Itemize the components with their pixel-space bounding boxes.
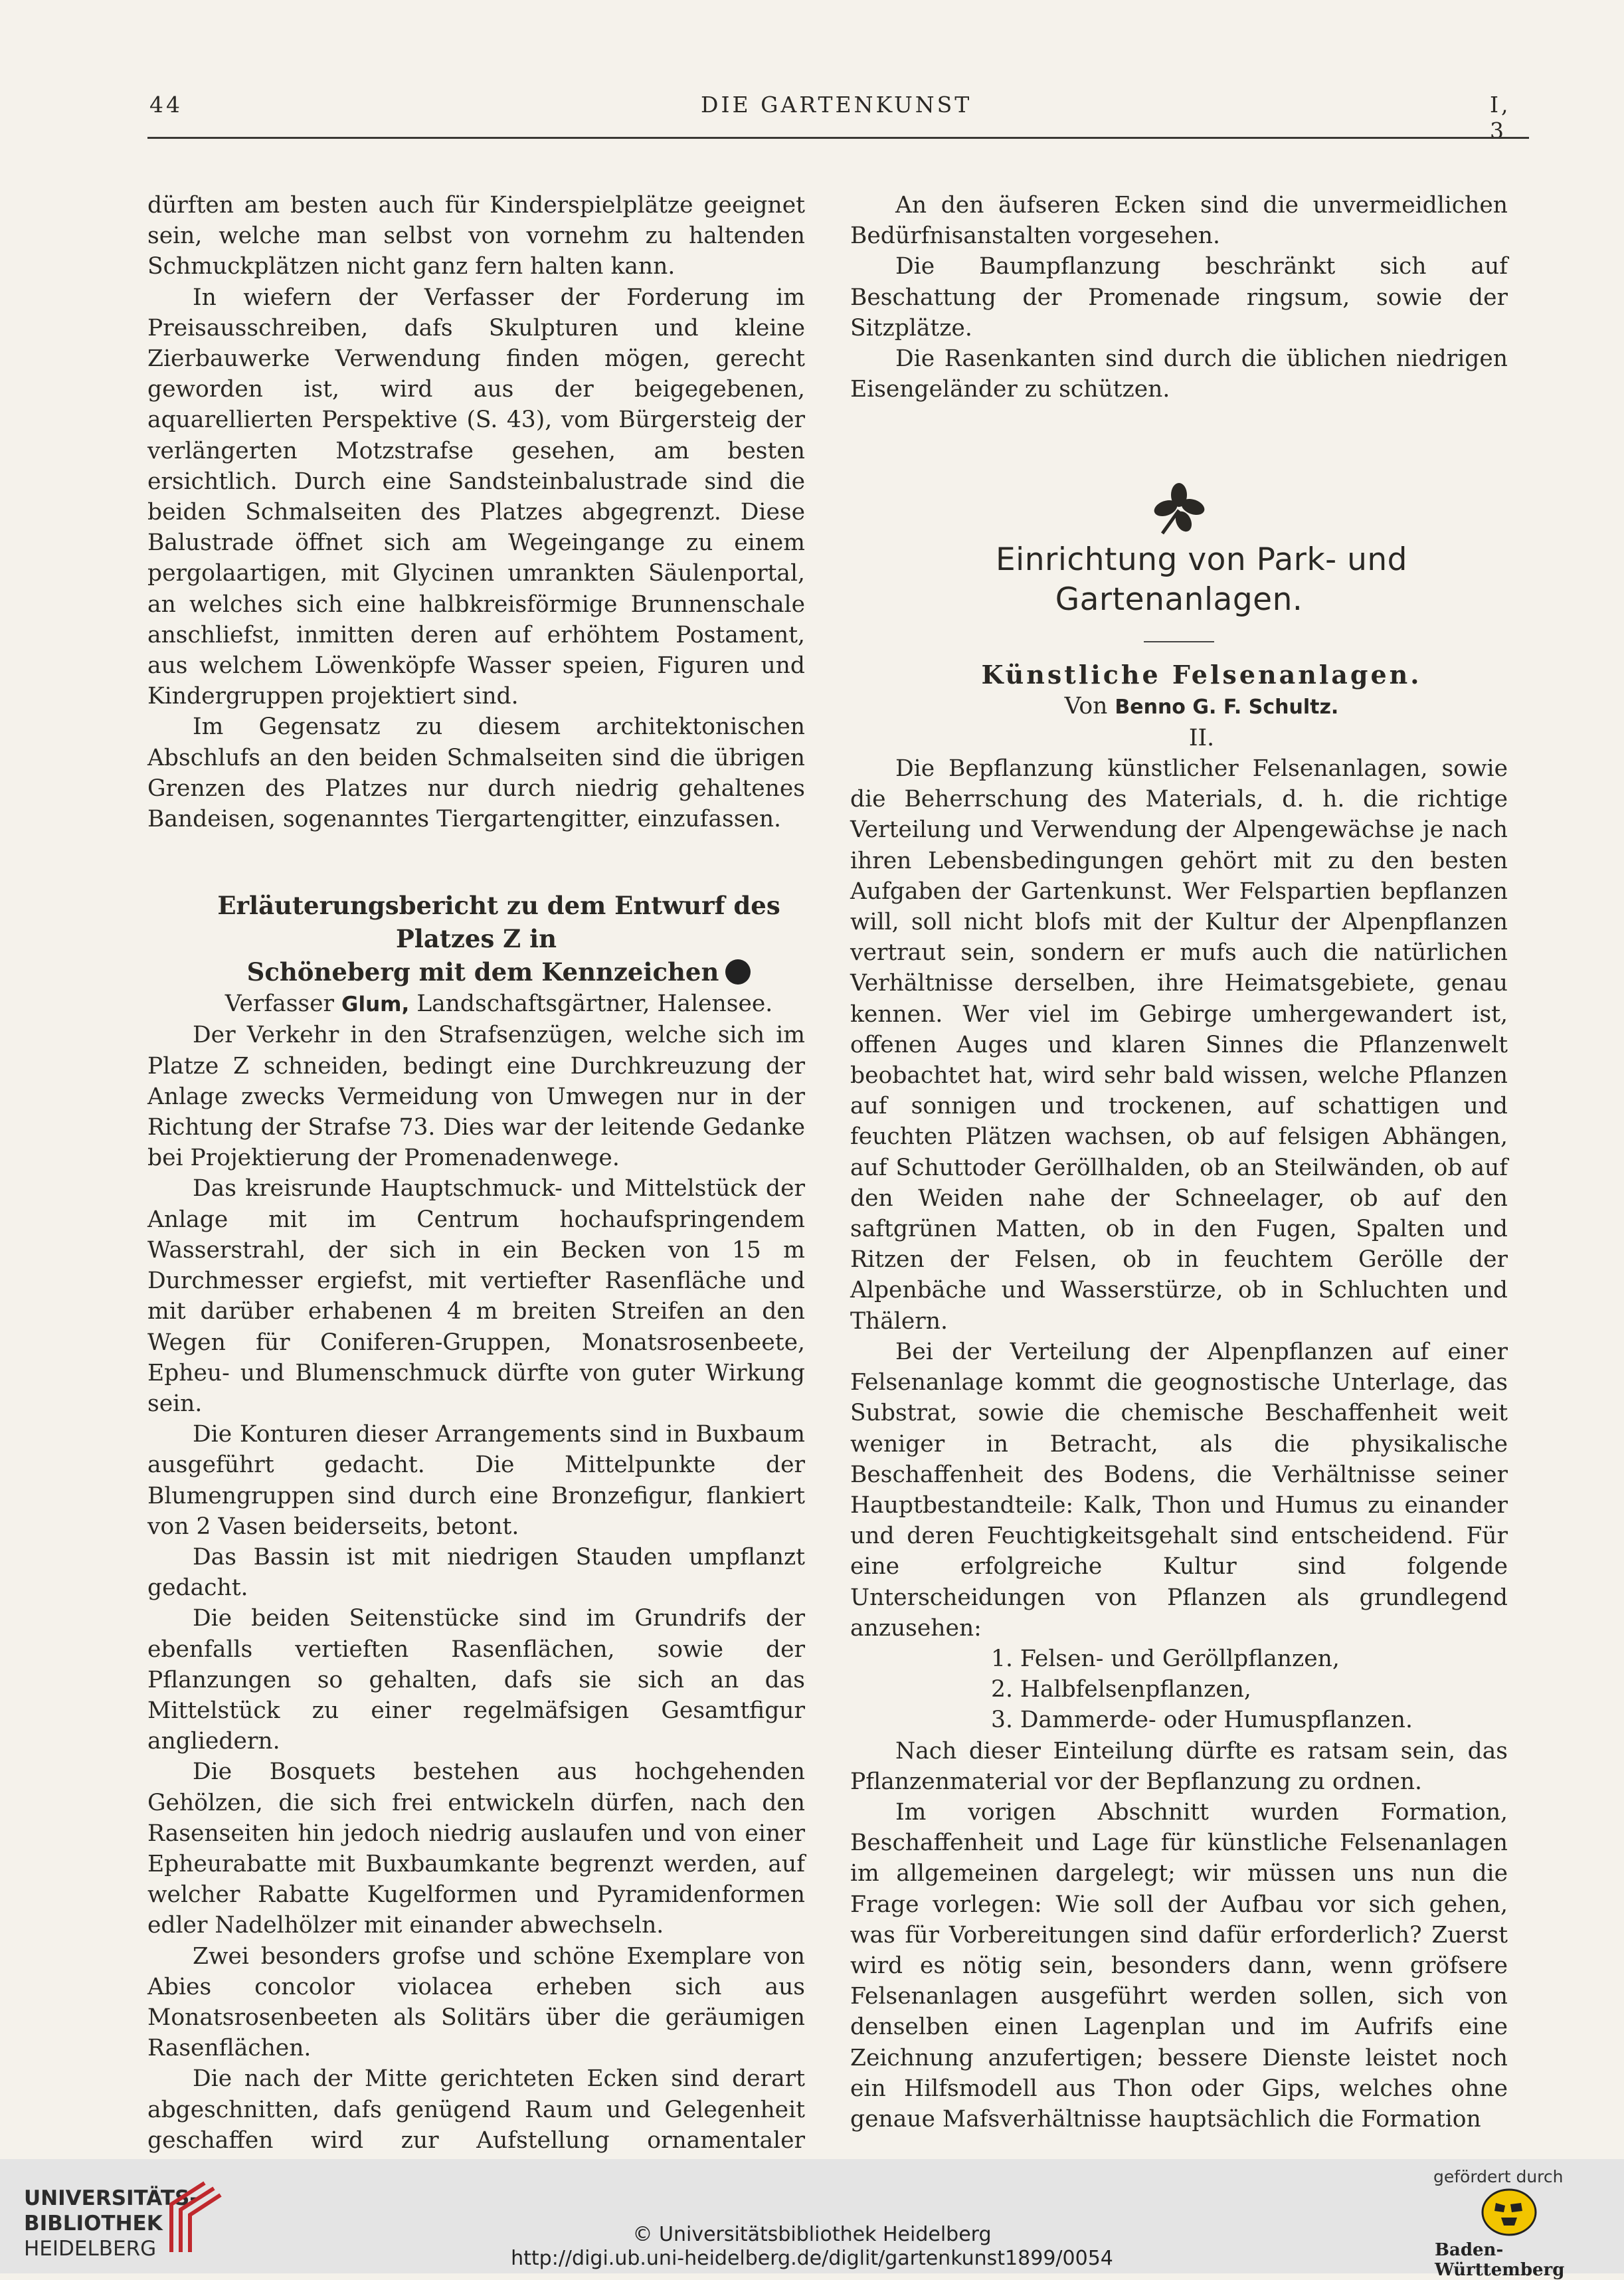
paragraph: Bei der Verteilung der Alpenpflanzen auf einer Felsenanlage kommt die geognostische Unterlage, das Substrat, sowie die chemische Beschaffenheit weit weniger in Betracht, als die physikalische Beschaffenheit des Bodens, die Verhältnisse seiner Hauptbestandteile: Kalk, Thon und Humus zu einander und deren Feuchtigkeitsgehalt sind entscheidend. Für eine erfolgreiche Kultur sind folgende Unterscheidungen von Pflanzen als grundlegend anzusehen: — [850, 1338, 1508, 1642]
funding-label: gefördert durch — [1433, 2167, 1564, 2186]
byline-suffix: Landschaftsgärtner, Halensee. — [416, 991, 773, 1018]
article-heading-line: Schöneberg mit dem Kennzeichen — [246, 957, 719, 987]
article-heading — [147, 889, 805, 989]
clover-ornament-icon — [1149, 480, 1209, 540]
logo-line: BIBLIOTHEK — [24, 2212, 163, 2235]
paragraph: Nach dieser Einteilung dürfte es ratsam sein, das Pflanzenmaterial vor der Bepflanzung zu ordnen. — [850, 1737, 1508, 1795]
filled-circle-icon — [725, 959, 751, 985]
logo-line: UNIVERSITÄTS- — [24, 2186, 199, 2210]
paragraph: Die Konturen dieser Arrangements sind in Buxbaum ausgeführt gedacht. Die Mittelpunkte der Blumengruppen sind durch eine Bronzefigur, flankiert von 2 Vasen beiderseits, betont. — [147, 1421, 805, 1540]
logo-line: HEIDELBERG — [24, 2237, 157, 2261]
byline-author: Glum, — [341, 993, 410, 1017]
paragraph: Das kreisrunde Hauptschmuck- und Mittelstück der Anlage mit im Centrum hochaufspringendem Wasserstrahl, der sich in ein Becken von 15 m Durchmesser ergiefst, mit vertiefter Rasenfläche und mit darüber erhabenen 4 m breiten Streifen an den Wegen für Coniferen-Gruppen, Monatsrosenbeete, Epheu- und Blumenschmuck dürfte von guter Wirkung sein. — [147, 1175, 805, 1417]
journal-title: DIE GARTENKUNST — [701, 92, 972, 118]
list-item: 1. Felsen- und Geröllpflanzen, — [991, 1645, 1340, 1672]
byline-prefix: Verfasser — [225, 991, 335, 1018]
author-line — [850, 691, 1508, 723]
running-header — [149, 92, 1528, 143]
paragraph: Die beiden Seitenstücke sind im Grundrifs der ebenfalls vertieften Rasenflächen, sowie der Pflanzungen so gehalten, dafs sie sich an das Mittelstück zu einer regelmäfsigen Gesamtfigur angliedern. — [147, 1605, 805, 1755]
paragraph: Zwei besonders grofse und schöne Exemplare von Abies concolor violacea erheben sich aus Monatsrosenbeeten als Solitärs über die geräumigen Rasenflächen. — [147, 1943, 805, 2062]
right-column — [850, 190, 1508, 2135]
paragraph: Die nach der Mitte gerichteten Ecken sind derart abgeschnitten, dafs genügend Raum und Gelegenheit geschaffen wird zur Aufstellung ornamentaler — [147, 2065, 805, 2154]
paragraph: Die Bosquets bestehen aus hochgehenden Gehölzen, die sich frei entwickeln dürfen, nach den Rasenseiten hin jedoch niedrig auslaufen und von einer Epheurabatte mit Buxbaumkante begrenzt werden, auf welcher Rabatte Kugelformen und Pyramidenformen edler Nadelhölzer mit einander abwechseln. — [147, 1758, 805, 1939]
paragraph: In wiefern der Verfasser der Forderung im Preisausschreiben, dafs Skulpturen und kleine Zierbauwerke Verwendung finden mögen, gerecht geworden ist, wird aus der beigegebenen, aquarellierten Perspektive (S. 43), vom Bürgersteig der verlängerten Motzstrafse gesehen, am besten ersichtlich. Durch eine Sandsteinbalustrade sind die beiden Schmalseiten des Platzes abgegrenzt. Diese Balustrade öffnet sich am Wegeingange zu einem pergolaartigen, mit Glycinen umrankten Säulenportal, an welches sich eine halbkreisförmige Brunnenschale anschliefst, inmitten deren auf erhöhtem Postament, aus welchem Löwenköpfe Wasser speien, Figuren und Kindergruppen projektiert sind. — [147, 284, 805, 710]
list-item: 3. Dammerde- oder Humuspflanzen. — [991, 1707, 1413, 1734]
article-title: Künstliche Felsenanlagen. — [981, 660, 1422, 690]
paragraph: Im vorigen Abschnitt wurden Formation, Beschaffenheit und Lage für künstliche Felsenanlagen im allgemeinen dargelegt; wir müssen uns nun die Frage vorlegen: Wie soll der Aufbau vor sich gehen, was für Vorbereitungen sind dafür erforderlich? Zuerst wird es nötig sein, besonders dann, wenn gröfsere Felsenanlagen ausgeführt werden sollen, sich von denselben einen Lagenplan und im Aufrifs eine Zeichnung anzufertigen; bessere Dienste leistet noch ein Hilfsmodell aus Thon oder Gips, welches ohne genaue Mafsverhältnisse hauptsächlich die Formation — [850, 1798, 1508, 2133]
coat-of-arms-icon — [1481, 2188, 1537, 2236]
paragraph: Der Verkehr in den Strafsenzügen, welche sich im Platze Z schneiden, bedingt eine Durchkreuzung der Anlage zwecks Vermeidung von Umwegen nur in der Richtung der Strafse 73. Dies war der leitende Gedanke bei Projektierung der Promenadenwege. — [147, 1022, 805, 1172]
paragraph: Die Rasenkanten sind durch die üblichen niedrigen Eisengeländer zu schützen. — [850, 345, 1508, 403]
section-title: Einrichtung von Park- und Gartenanlagen. — [995, 541, 1407, 618]
paragraph: Die Bepflanzung künstlicher Felsenanlagen, sowie die Beherrschung des Materials, d. h. die richtige Verteilung und Verwendung der Alpengewächse je nach ihren Lebensbedingungen gehört mit zu den besten Aufgaben der Gartenkunst. Wer Felspartien bepflanzen will, soll nicht blofs mit der Kultur der Alpenpflanzen vertraut sein, sondern er mufs auch die natürlichen Verhältnisse derselben, ihre Heimatsgebiete, genau kennen. Wer viel im Gebirge umhergewandert ist, offenen Auges und klaren Sinnes die Pflanzenwelt beobachtet hat, wird sehr bald wissen, welche Pflanzen auf sonnigen und trockenen, auf schattigen und feuchten Plätzen wachsen, ob auf felsigen Abhängen, auf Schuttoder Geröllhalden, ob an Steilwänden, ob auf den Weiden nahe der Schneelager, ob auf den saftgrünen Matten, ob in den Fugen, Spalten und Ritzen der Felsen, ob in feuchtem Gerölle der Alpenbäche und Wasserstürze, ob in Schluchten und Thälern. — [850, 755, 1508, 1335]
author-prefix: Von — [1064, 692, 1108, 719]
paragraph: Im Gegensatz zu diesem architektonischen Abschlufs an den beiden Schmalseiten sind die übrigen Grenzen des Platzes nur durch niedrig gehaltenes Bandeisen, sogenanntes Tiergartengitter, einzufassen. — [147, 713, 805, 833]
author-name: Benno G. F. Schultz. — [1115, 695, 1339, 719]
copyright-notice: © Universitätsbibliothek Heidelberg — [632, 2223, 992, 2246]
byline — [147, 989, 805, 1020]
list-item: 2. Halbfelsenpflanzen, — [991, 1676, 1251, 1703]
funder-name: Baden-Württemberg — [1435, 2240, 1565, 2280]
permalink[interactable]: http://digi.ub.uni-heidelberg.de/diglit/gartenkunst1899/0054 — [511, 2247, 1113, 2270]
header-rule — [147, 137, 1529, 139]
paragraph: An den äufseren Ecken sind die unvermeidlichen Bedürfnisanstalten vorgesehen. — [850, 192, 1508, 250]
left-column — [147, 190, 805, 2186]
title-rule — [1144, 641, 1214, 642]
article-heading-line: Erläuterungsbericht zu dem Entwurf des Platzes Z in — [217, 891, 780, 954]
paragraph: Die Baumpflanzung beschränkt sich auf Beschattung der Promenade ringsum, sowie der Sitzplätze. — [850, 253, 1508, 341]
paragraph: Das Bassin ist mit niedrigen Stauden umpflanzt gedacht. — [147, 1543, 805, 1602]
volume-issue: I, 3 — [1490, 92, 1511, 143]
page-number: 44 — [149, 92, 183, 118]
paragraph: dürften am besten auch für Kinderspielplätze geeignet sein, welche man selbst von vornehm zu haltenden Schmuckplätzen nicht ganz fern halten kann. — [147, 192, 805, 280]
footer-bar — [0, 2159, 1624, 2280]
part-number: II. — [1188, 724, 1215, 751]
